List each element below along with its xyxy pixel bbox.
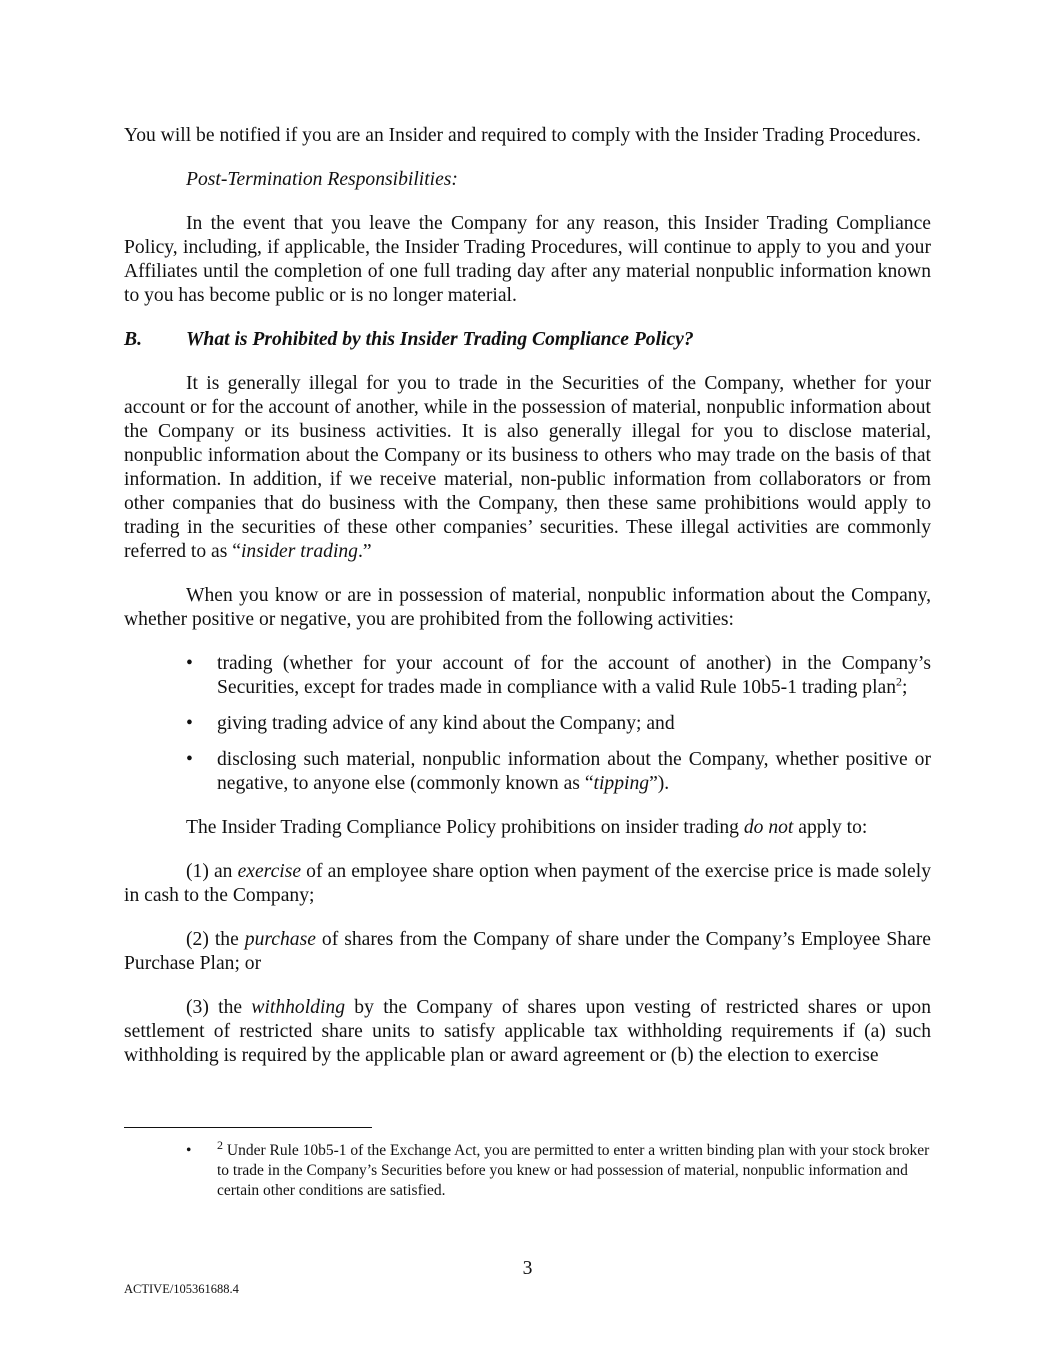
item2-italic: purchase [244,929,316,950]
subheading-post-termination: Post-Termination Responsibilities: [186,169,458,190]
page-body [124,124,931,1068]
p5-italic: do not [743,817,794,838]
bullet-icon: • [186,713,193,734]
paragraph-insider-notice: You will be notified if you are an Insider and required to comply with the Insider Trading Procedures. [124,125,921,146]
bullet3-end: ”). [649,773,670,794]
bullet2-text: giving trading advice of any kind about the Company; and [217,713,675,734]
bullet-icon: • [186,749,193,770]
footnote-marker: 2 [217,1137,223,1152]
paragraph-exceptions-intro [124,816,931,840]
footnote [186,1137,931,1201]
item3-italic: withholding [251,997,346,1018]
item1-text: (1) an [186,861,238,882]
section-b-heading [124,328,931,352]
exception-item-3 [124,996,931,1068]
footnote-body: Under Rule 10b5-1 of the Exchange Act, you are permitted to enter a written binding plan with your stock broker to trade in the Company’s Securities before you knew or had possession of material, nonpublic information and certain other conditions are satisfied. [217,1142,930,1199]
p5-text: The Insider Trading Compliance Policy prohibitions on insider trading [186,817,744,838]
footnote-separator [124,1127,372,1128]
paragraph-prohibition-overview [124,372,931,564]
p3-text: It is generally illegal for you to trade in the Securities of the Company, whether for your account or for the account of another, while in the possession of material, nonpublic information about the Company or its business activities. It is also generally illegal for you to disclose material, nonpublic information about the Company or its business to others who may trade on the basis of that information. In addition, if we receive material, non-public information from collaborators or from other companies that do business with the Company, then these same prohibitions would apply to trading in the securities of these other companies’ securities. These illegal activities are commonly referred to as “ [124,373,931,562]
prohibited-activities-list [124,652,931,796]
bullet3-text: disclosing such material, nonpublic information about the Company, whether positive or negative, to anyone else (commonly known as “ [217,749,931,794]
p3-italic: insider trading [240,541,358,562]
list-item [186,652,931,700]
item2-text: (2) the [186,929,245,950]
paragraph-post-termination: In the event that you leave the Company for any reason, this Insider Trading Compliance Policy, including, if applicable, the Insider Trading Procedures, will continue to apply to you and your Affiliates until the completion of one full trading day after any material nonpublic information known to you has become public or is no longer material. [124,213,931,306]
footnote-ref: 2 [896,674,903,689]
list-item [186,748,931,796]
exception-item-1 [124,860,931,908]
bullet1-text: trading (whether for your account of for the account of another) in the Company’s Securities, except for trades made in compliance with a valid Rule 10b5-1 trading plan [217,653,931,698]
bullet-icon: • [186,653,193,674]
p3-end: .” [357,541,372,562]
item1-end: of an employee share option when payment of the exercise price is made solely in cash to the Company; [124,861,931,906]
section-b-title: What is Prohibited by this Insider Trading Compliance Policy? [186,329,694,350]
section-b-number: B. [124,329,142,350]
bullet1-end: ; [902,677,908,698]
list-item [186,712,931,736]
p5-end: apply to: [793,817,868,838]
bullet3-italic: tipping [593,773,650,794]
footnote-text [186,1137,931,1201]
paragraph-prohibited-activities-intro: When you know or are in possession of material, nonpublic information about the Company, whether positive or negative, you are prohibited from the following activities: [124,585,931,630]
item2-end: of shares from the Company of share under the Company’s Employee Share Purchase Plan; or [124,929,931,974]
document-id: ACTIVE/105361688.4 [124,1282,239,1296]
item3-text: (3) the [186,997,252,1018]
exception-item-2 [124,928,931,976]
item1-italic: exercise [237,861,302,882]
item3-end: by the Company of shares upon vesting of restricted shares or upon settlement of restricted share units to satisfy applicable tax withholding requirements if (a) such withholding is required by the applicable plan or award agreement or (b) the election to exercise [124,997,931,1066]
bullet-icon: • [186,1142,192,1159]
page-number: 3 [522,1258,533,1279]
